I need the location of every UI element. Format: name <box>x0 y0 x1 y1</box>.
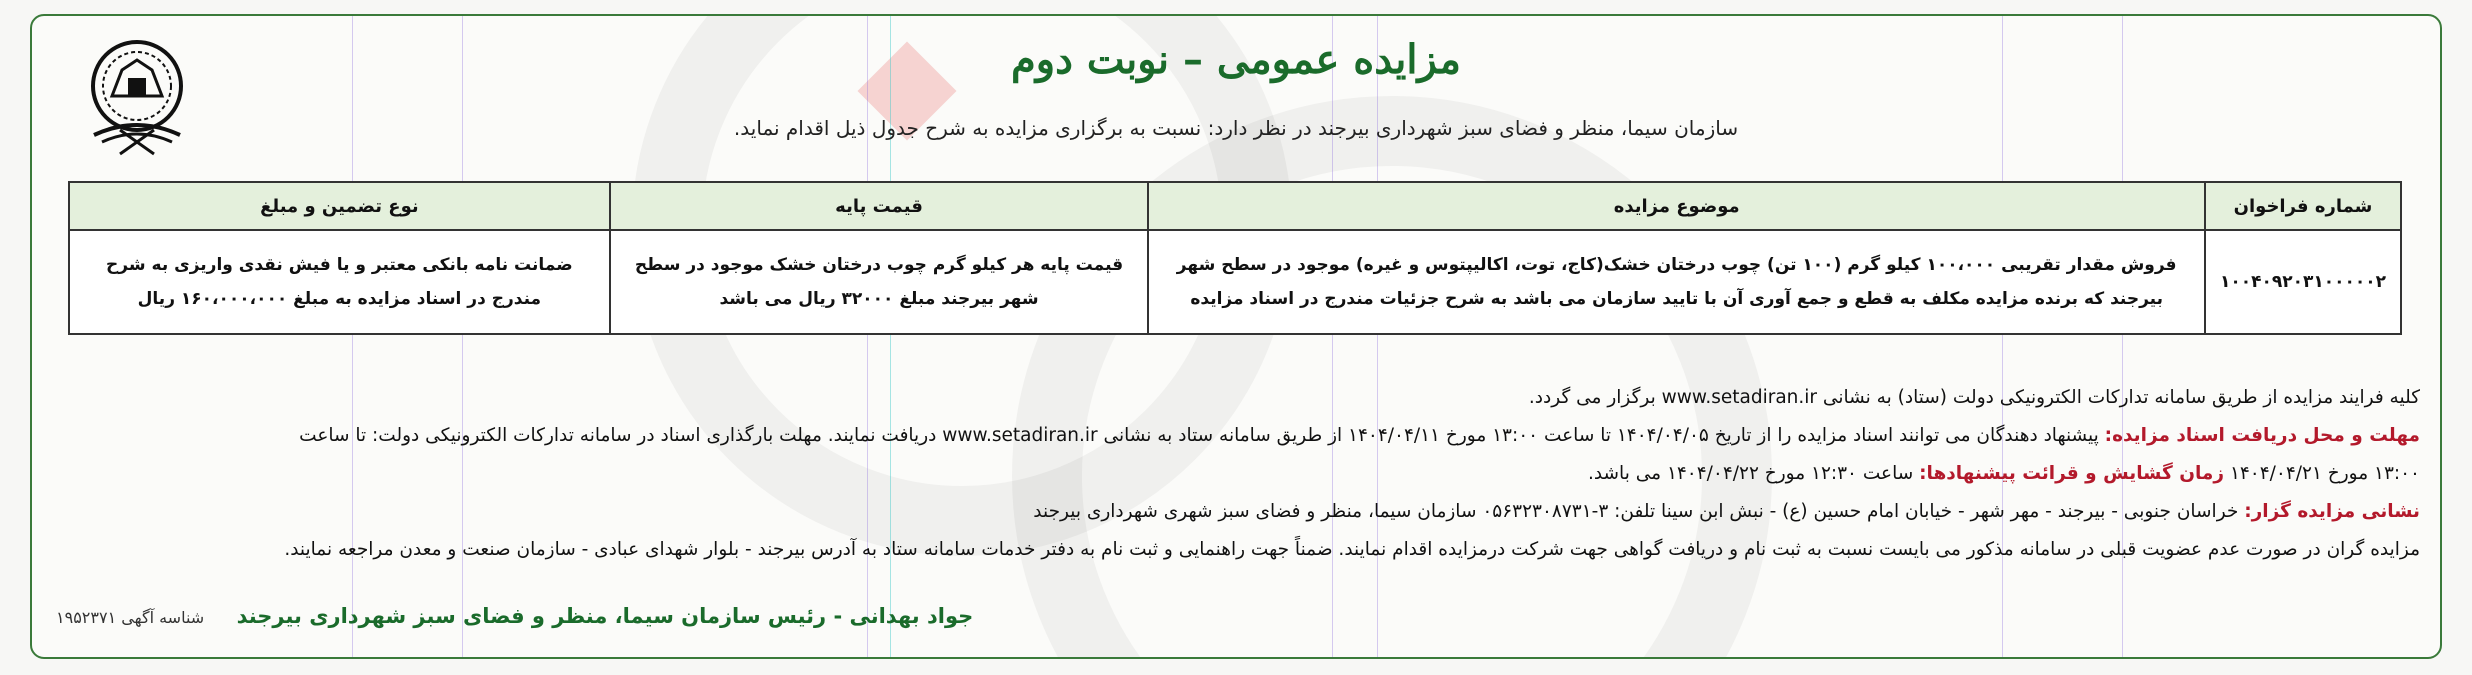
tender-subject: فروش مقدار تقریبی ۱۰۰،۰۰۰ کیلو گرم (۱۰۰ تن) چوب درختان خشک(کاج، توت، اکالیپتوس و غیره) موجود در سطح شهر بیرجند که برنده مزایده مکلف به قطع و جمع آوری آن با تایید سازمان می باشد به شرح جزئیات مندرج در اسناد مزایده <box>1148 230 2205 334</box>
documents-deadline-text: پیشنهاد دهندگان می توانند اسناد مزایده را از تاریخ ۱۴۰۴/۰۴/۰۵ تا ساعت ۱۳:۰۰ مورخ ۱۴۰۴/۰۴/۱۱ از طریق سامانه ستاد به نشانی www.setadiran.ir دریافت نمایند. مهلت بارگذاری اسناد در سامانه تدارکات الکترونیکی دولت: تا ساعت <box>299 425 2105 446</box>
organizer-address-label: نشانی مزایده گزار: <box>2244 501 2420 522</box>
process-text: کلیه فرایند مزایده از طریق سامانه تدارکات الکترونیکی دولت (ستاد) به نشانی www.setadiran.ir برگزار می گردد. <box>1528 387 2420 408</box>
upload-deadline-text: ۱۳:۰۰ مورخ ۱۴۰۴/۰۴/۲۱ <box>2224 463 2420 484</box>
table-row <box>69 230 2401 334</box>
intro-text: سازمان سیما، منظر و فضای سبز شهرداری بیرجند در نظر دارد: نسبت به برگزاری مزایده به شرح جدول ذیل اقدام نماید. <box>733 116 1739 140</box>
opening-time-text: ساعت ۱۲:۳۰ مورخ ۱۴۰۴/۰۴/۲۲ می باشد. <box>1587 463 1920 484</box>
footer <box>56 604 973 628</box>
column-header-guarantee: نوع تضمین و مبلغ <box>69 182 610 230</box>
ad-frame <box>30 14 2442 659</box>
tender-table <box>68 181 2402 335</box>
body-line <box>52 493 2420 531</box>
column-header-base-price: قیمت پایه <box>610 182 1149 230</box>
signer-name: جواد بهدانی - رئیس سازمان سیما، منظر و فضای سبز شهرداری بیرجند <box>236 604 974 628</box>
ad-id: شناسه آگهی ۱۹۵۲۳۷۱ <box>56 608 205 627</box>
body-line <box>52 417 2420 455</box>
column-header-number: شماره فراخوان <box>2205 182 2401 230</box>
registration-note: مزایده گران در صورت عدم عضویت قبلی در سامانه مذکور می بایست نسبت به ثبت نام و دریافت گواهی جهت شرکت درمزایده اقدام نمایند. ضمناً جهت راهنمایی و ثبت نام به دفتر خدمات سامانه ستاد به آدرس بیرجند - بلوار شهدای عبادی - سازمان صنعت و معدن مراجعه نمایند. <box>284 539 2420 560</box>
announcement-body <box>52 379 2420 569</box>
table-header-row <box>69 182 2401 230</box>
body-line <box>52 455 2420 493</box>
opening-time-label: زمان گشایش و قرائت پیشنهادها: <box>1919 463 2225 484</box>
tender-guarantee: ضمانت نامه بانکی معتبر و یا فیش نقدی واریزی به شرح مندرج در اسناد مزایده به مبلغ ۱۶۰،۰۰۰،۰۰۰ ریال <box>69 230 610 334</box>
page-title: مزایده عمومی – نوبت دوم <box>1011 36 1461 83</box>
documents-deadline-label: مهلت و محل دریافت اسناد مزایده: <box>2104 425 2420 446</box>
column-header-subject: موضوع مزایده <box>1148 182 2205 230</box>
body-line <box>52 379 2420 417</box>
body-line <box>52 531 2420 569</box>
tender-base-price: قیمت پایه هر کیلو گرم چوب درختان خشک موجود در سطح شهر بیرجند مبلغ ۳۲۰۰۰ ریال می باشد <box>610 230 1149 334</box>
organizer-address-text: خراسان جنوبی - بیرجند - مهر شهر - خیابان امام حسین (ع) - نبش ابن سینا تلفن: ۳-۰۵۶۳۲۳۰۸۷۳۱ سازمان سیما، منظر و فضای سبز شهری شهرداری بیرجند <box>1033 501 2245 522</box>
tender-number: ۱۰۰۴۰۹۲۰۳۱۰۰۰۰۰۲ <box>2205 230 2401 334</box>
